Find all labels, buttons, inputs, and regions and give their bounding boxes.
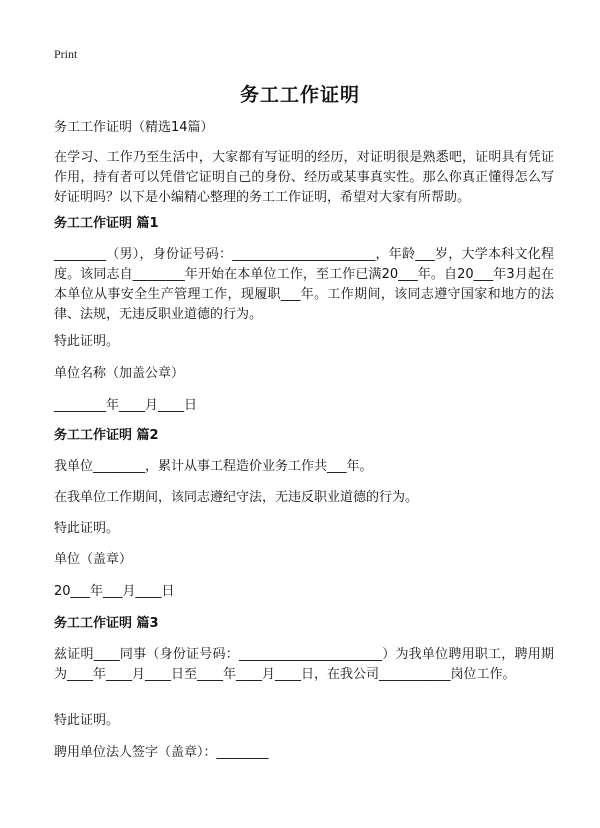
section-1-closing: 特此证明。 xyxy=(54,334,120,349)
intro-paragraph: 在学习、工作乃至生活中，大家都有写证明的经历，对证明很是熟悉吧，证明具有凭证作用，持有者可以凭借它证明自己的身份、经历或某事真实性。那么你真正懂得怎么写好证明吗？以下是小编精心整理的务工工作证明，希望对大家有所帮助。 xyxy=(54,150,554,205)
section-2-closing: 特此证明。 xyxy=(54,521,120,536)
section-3-body: 兹证明____同事（身份证号码：______________________）为我单位聘用职工，聘用期为____年____月____日至____年____月____日，在我公司___________岗位工作。 xyxy=(54,647,554,682)
section-1-body: ________（男），身份证号码：______________________，年龄___岁，大学本科文化程度。该同志自________年开始在本单位工作，至工作已满20___年。自20___年3月起在本单位从事安全生产管理工作，现履职___年。工作期间，该同志遵守国家和地方的法律、法规，无违反职业道德的行为。 xyxy=(54,247,554,322)
section-2-signature: 单位（盖章） xyxy=(54,552,133,567)
document-subtitle: 务工工作证明（精选14篇） xyxy=(54,120,214,135)
print-link[interactable]: Print xyxy=(54,47,78,61)
section-2-heading: 务工工作证明 篇2 xyxy=(54,428,159,443)
section-3-heading: 务工工作证明 篇3 xyxy=(54,616,159,631)
section-2-line-1: 我单位________，累计从事工程造价业务工作共___年。 xyxy=(54,459,373,474)
section-2-date: 20___年___月____日 xyxy=(54,584,175,599)
section-1-signature: 单位名称（加盖公章） xyxy=(54,366,185,381)
section-3-signature: 聘用单位法人签字（盖章）：________ xyxy=(54,745,269,760)
section-1-date: ________年____月____日 xyxy=(54,398,198,413)
section-1-heading: 务工工作证明 篇1 xyxy=(54,216,159,231)
section-3-closing: 特此证明。 xyxy=(54,713,120,728)
document-title: 务工工作证明 xyxy=(239,84,360,106)
section-2-line-2: 在我单位工作期间，该同志遵纪守法，无违反职业道德的行为。 xyxy=(54,490,419,505)
